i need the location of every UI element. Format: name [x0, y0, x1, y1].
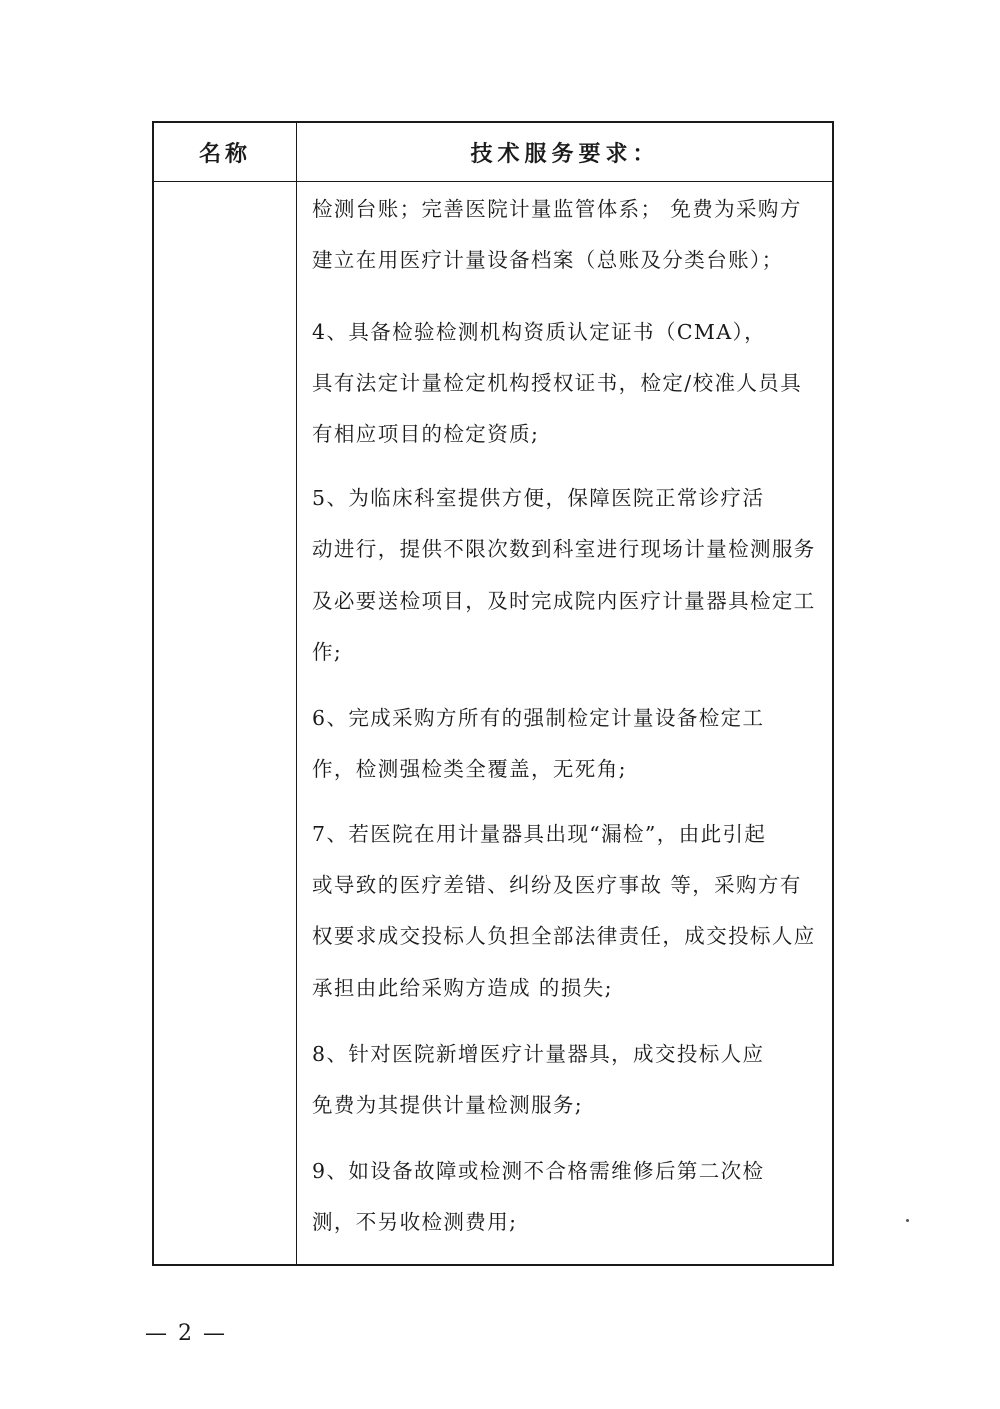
- requirement-line: 动进行，提供不限次数到科室进行现场计量检测服务: [312, 537, 816, 561]
- requirement-line: 8、针对医院新增医疗计量器具，成交投标人应: [312, 1042, 765, 1066]
- requirement-line: 免费为其提供计量检测服务;: [312, 1093, 584, 1117]
- requirements-content: [300, 181, 832, 1264]
- requirement-line: 7、若医院在用计量器具出现“漏检”，由此引起: [312, 822, 767, 846]
- header-requirements-cell: 技术服务要求：: [470, 141, 660, 167]
- requirement-line: 有相应项目的检定资质;: [312, 422, 540, 446]
- requirement-line: 作，检测强检类全覆盖，无死角;: [312, 757, 627, 781]
- page-number: — 2 —: [145, 1321, 227, 1346]
- column-divider: [296, 123, 297, 1264]
- requirement-line: 测，不另收检测费用;: [312, 1210, 518, 1234]
- requirement-line: 及必要送检项目，及时完成院内医疗计量器具检定工: [312, 589, 816, 613]
- requirement-line: 或导致的医疗差错、纠纷及医疗事故 等，采购方有: [312, 873, 802, 897]
- requirement-line: 权要求成交投标人负担全部法律责任，成交投标人应: [312, 924, 816, 948]
- requirement-line: 4、具备检验检测机构资质认定证书（CMA），: [312, 320, 767, 344]
- requirement-line: 作;: [312, 640, 343, 664]
- requirement-line: 6、完成采购方所有的强制检定计量设备检定工: [312, 706, 765, 730]
- header-name-cell: 名称: [198, 141, 251, 167]
- requirement-line: 承担由此给采购方造成 的损失;: [312, 976, 613, 1000]
- requirement-line: 9、如设备故障或检测不合格需维修后第二次检: [312, 1159, 765, 1183]
- requirement-line: 具有法定计量检定机构授权证书，检定/校准人员具: [312, 371, 803, 395]
- requirement-line: 检测台账；完善医院计量监管体系； 免费为采购方: [312, 197, 802, 221]
- requirements-table: [152, 121, 834, 1266]
- requirement-line: 建立在用医疗计量设备档案（总账及分类台账）；: [312, 248, 784, 272]
- scan-speck: [906, 1219, 909, 1222]
- requirement-line: 5、为临床科室提供方便，保障医院正常诊疗活: [312, 486, 765, 510]
